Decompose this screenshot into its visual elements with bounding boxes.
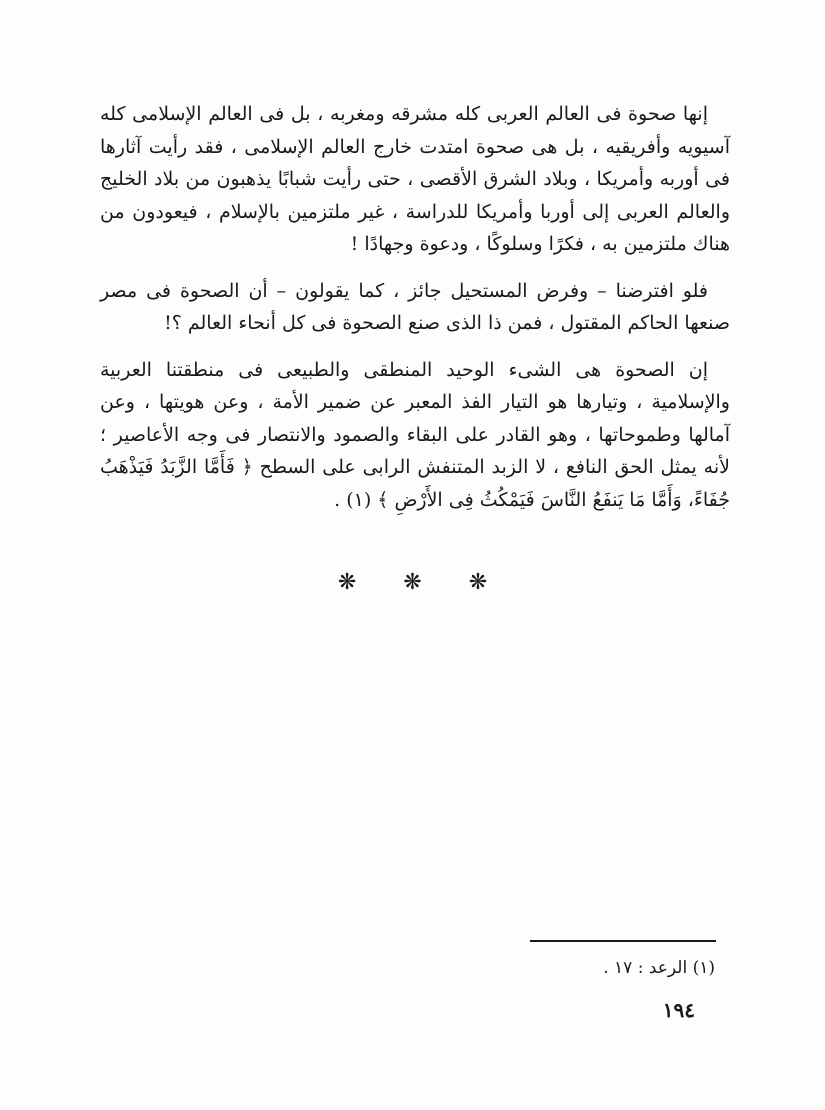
body-text [100, 98, 730, 516]
separator-star-icon: ❋ [337, 570, 357, 595]
page-number: ١٩٤ [662, 998, 695, 1022]
footnote: (١) الرعد : ١٧ . [603, 958, 715, 978]
paragraph-1: إنها صحوة فى العالم العربى كله مشرقه ومغربه ، بل فى العالم الإسلامى كله آسيويه وأفريقيه ، بل هى صحوة امتدت خارج العالم الإسلامى ، فقد رأيت آثارها فى أوربه وأمريكا ، وبلاد الشرق الأقصى ، حتى رأيت شبابًا يذهبون من بلاد الخليج والعالم العربى إلى أوربا وأمريكا للدراسة ، غير ملتزمين بالإسلام ، فيعودون من هناك ملتزمين به ، فكرًا وسلوكًا ، ودعوة وجهادًا ! [100, 103, 730, 255]
paragraph-2: فلو افترضنا – وفرض المستحيل جائز ، كما يقولون – أن الصحوة فى مصر صنعها الحاكم المقتول ، فمن ذا الذى صنع الصحوة فى كل أنحاء العالم ؟! [100, 279, 730, 334]
separator-star-icon: ❋ [403, 570, 422, 595]
separator-star-icon: ❋ [468, 570, 488, 595]
section-separator [0, 570, 825, 595]
paragraph-3: إن الصحوة هى الشىء الوحيد المنطقى والطبيعى فى منطقتنا العربية والإسلامية ، وتيارها هو التيار الفذ المعبر عن ضمير الأمة ، وعن هويتها ، وعن آمالها وطموحاتها ، وهو القادر على البقاء والصمود والانتصار فى وجه الأعاصير ؛ لأنه يمثل الحق النافع ، لا الزبد المتنفش الرابى على السطح ﴿ فَأَمَّا الزَّبَدُ فَيَذْهَبُ جُفَاءً، وَأَمَّا مَا يَنفَعُ النَّاسَ فَيَمْكُثُ فِى الأَرْضِ ﴾ (١) . [100, 358, 730, 511]
footnote-rule [530, 940, 716, 942]
